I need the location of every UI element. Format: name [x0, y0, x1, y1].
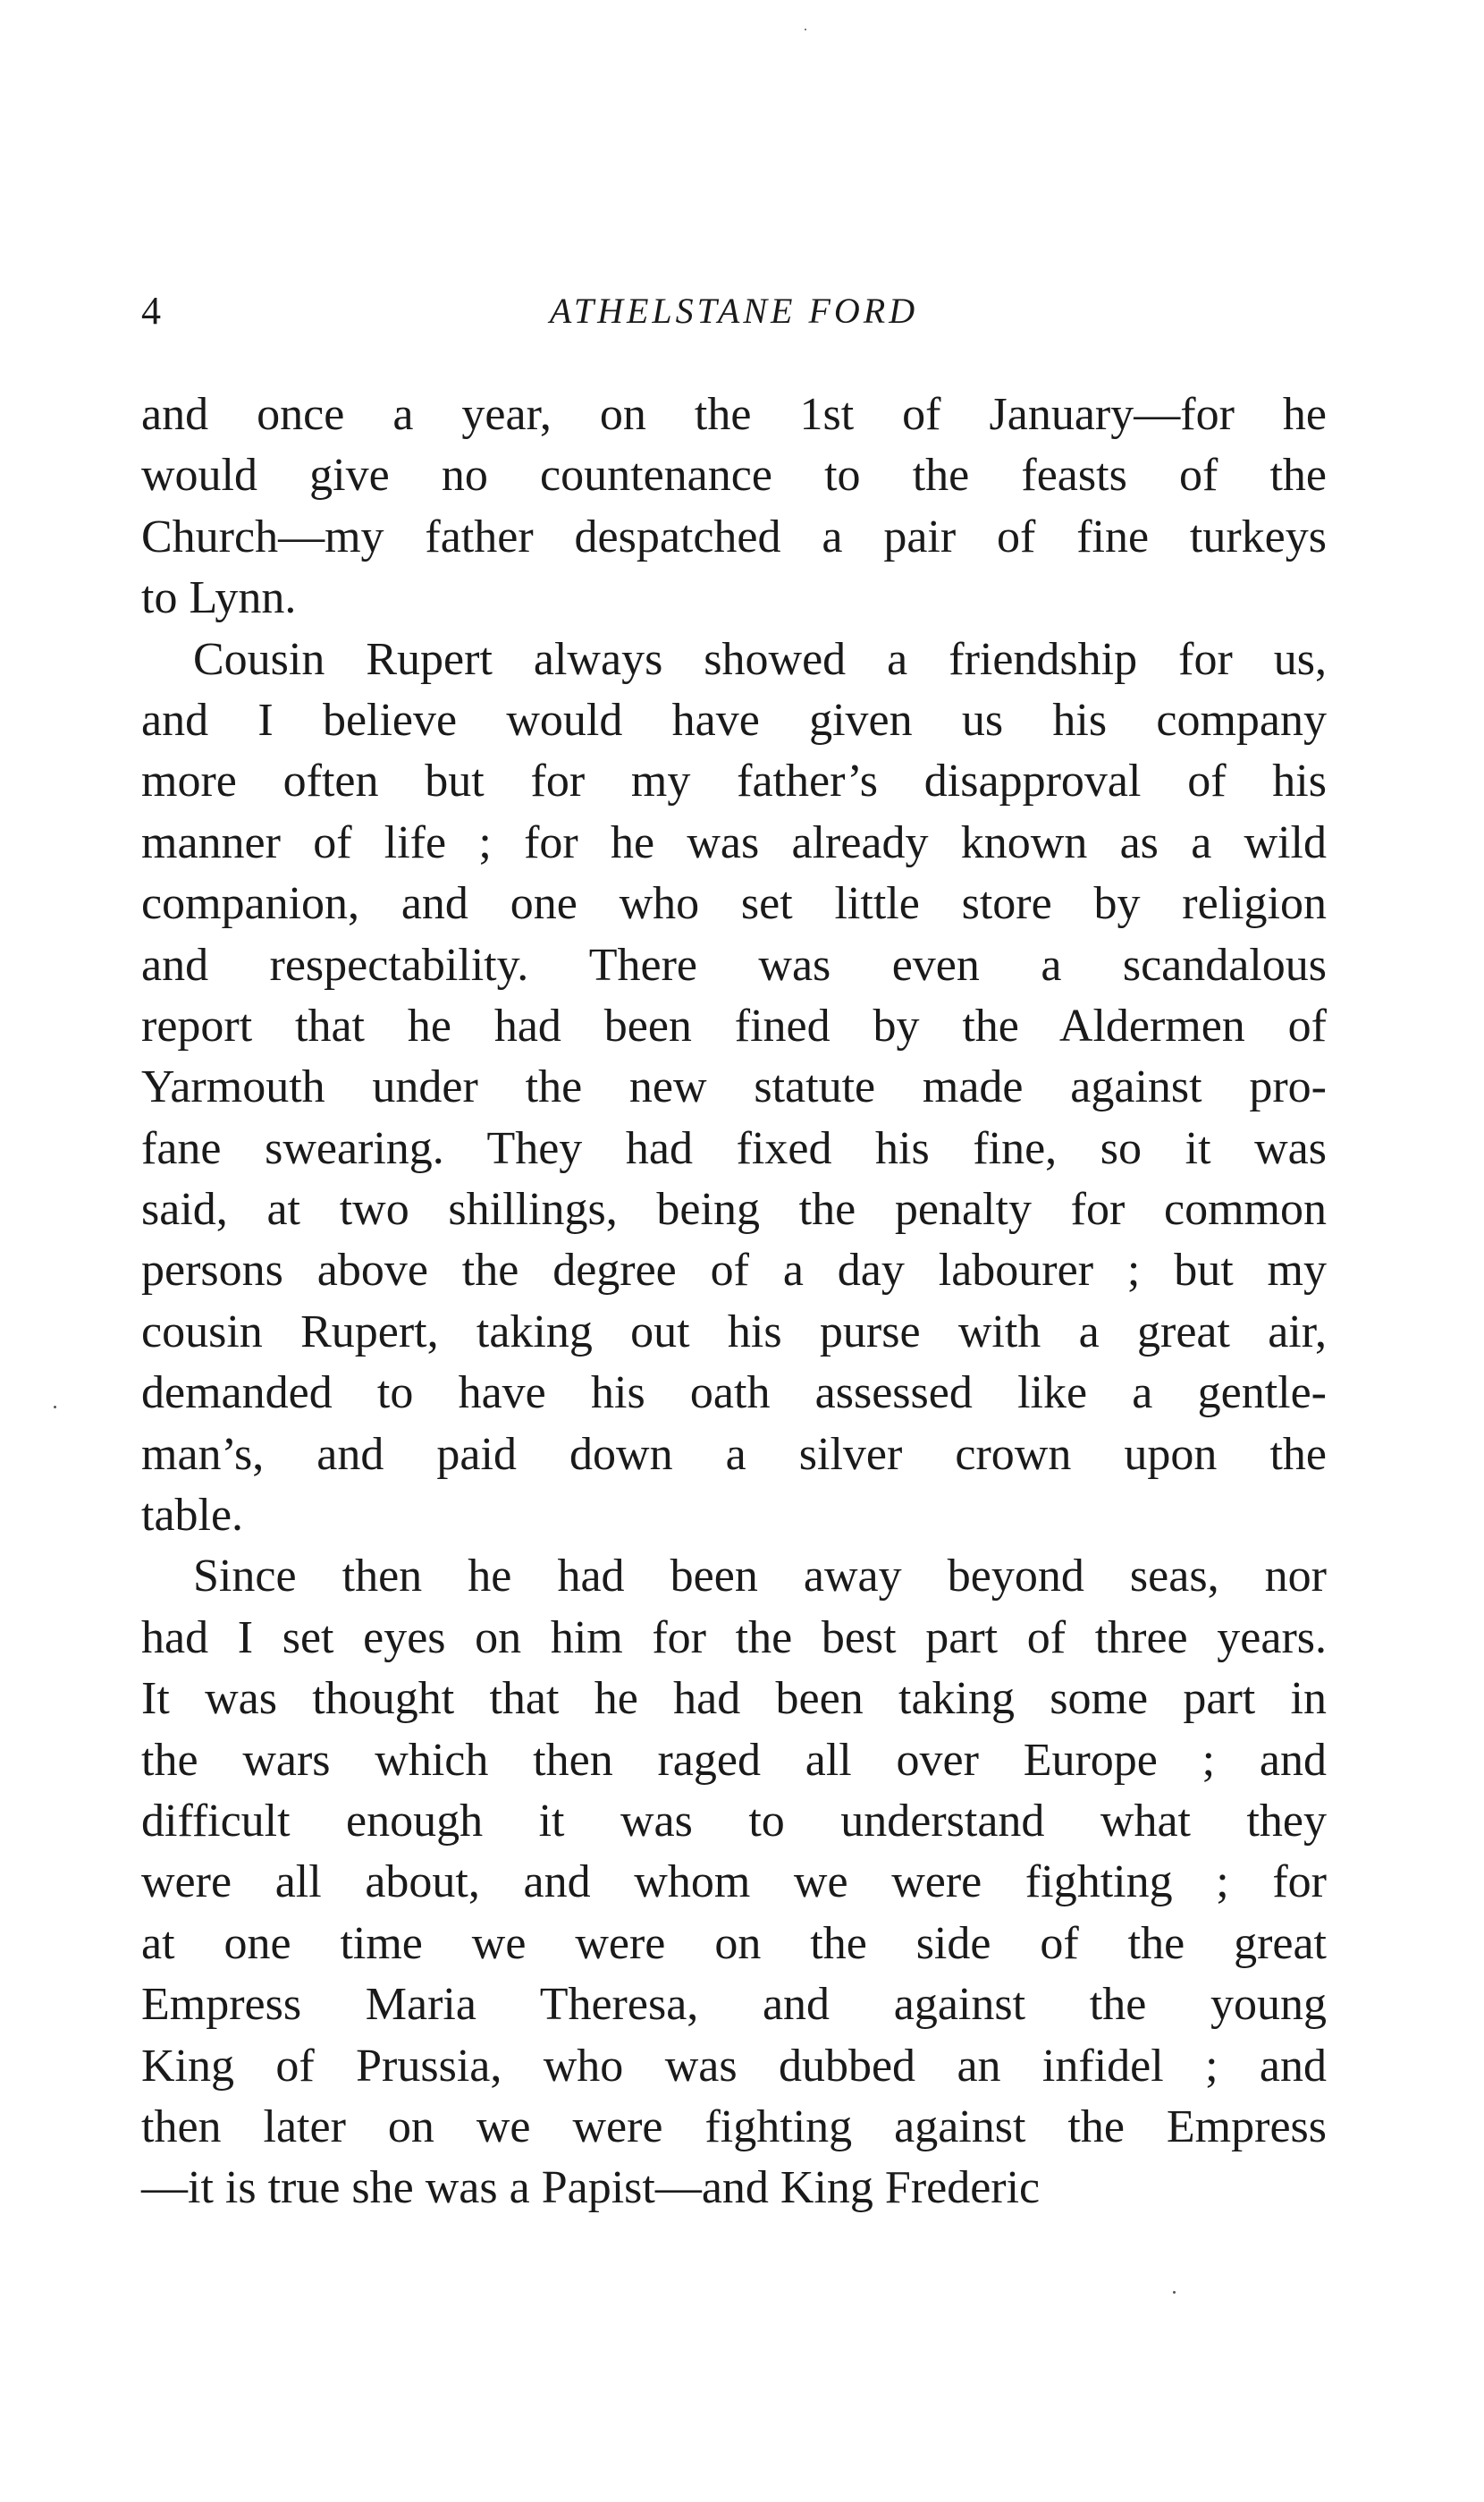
text-line: cousin Rupert, taking out his purse with a great air, — [141, 1306, 1327, 1357]
text-line: persons above the degree of a day labourer ; but my — [141, 1245, 1327, 1297]
text-line: to Lynn. — [141, 572, 297, 624]
text-line: Church—my father despatched a pair of fine turkeys — [141, 511, 1327, 562]
body-text — [141, 385, 1327, 2219]
text-line: Yarmouth under the new statute made against pro- — [141, 1061, 1327, 1113]
text-line: and respectability. There was even a scandalous — [141, 939, 1327, 991]
text-line: said, at two shillings, being the penalty for common — [141, 1184, 1327, 1236]
text-line: table. — [141, 1490, 244, 1542]
text-line: and I believe would have given us his company — [141, 694, 1327, 746]
text-line: were all about, and whom we were fighting ; for — [141, 1856, 1327, 1908]
text-line: Empress Maria Theresa, and against the young — [141, 1979, 1327, 2031]
text-line: fane swearing. They had fixed his fine, so it was — [141, 1122, 1327, 1174]
paragraph — [141, 1546, 1327, 2219]
text-line: —it is true she was a Papist—and King Frederic — [141, 2162, 1041, 2214]
paragraph — [141, 630, 1327, 1547]
text-line: demanded to have his oath assessed like a gentle- — [141, 1367, 1327, 1419]
page-number: 4 — [141, 289, 161, 333]
text-line: would give no countenance to the feasts of the — [141, 450, 1327, 502]
text-line: man’s, and paid down a silver crown upon the — [141, 1428, 1327, 1480]
text-line: the wars which then raged all over Europe ; and — [141, 1734, 1327, 1786]
running-title: ATHELSTANE FORD — [549, 291, 919, 331]
text-line: Since then he had been away beyond seas, nor — [193, 1551, 1327, 1602]
scan-speck — [54, 1406, 56, 1408]
text-line: Cousin Rupert always showed a friendship for us, — [193, 633, 1327, 685]
text-line: companion, and one who set little store by religion — [141, 878, 1327, 930]
text-line: had I set eyes on him for the best part of three years. — [141, 1611, 1327, 1663]
running-head — [141, 284, 1327, 338]
text-line: report that he had been fined by the Aldermen of — [141, 1000, 1327, 1052]
scan-speck — [1173, 2291, 1176, 2294]
text-line: difficult enough it was to understand what they — [141, 1795, 1327, 1847]
text-line: It was thought that he had been taking some part in — [141, 1673, 1327, 1725]
text-line: King of Prussia, who was dubbed an infidel ; and — [141, 2040, 1327, 2092]
text-line: more often but for my father’s disapproval of his — [141, 756, 1327, 807]
scan-speck — [805, 29, 806, 30]
text-line: then later on we were fighting against the Empress — [141, 2100, 1327, 2152]
paragraph — [141, 385, 1327, 630]
text-line: manner of life ; for he was already known as a wild — [141, 816, 1327, 868]
text-line: at one time we were on the side of the great — [141, 1917, 1327, 1969]
text-line: and once a year, on the 1st of January—for he — [141, 389, 1327, 440]
